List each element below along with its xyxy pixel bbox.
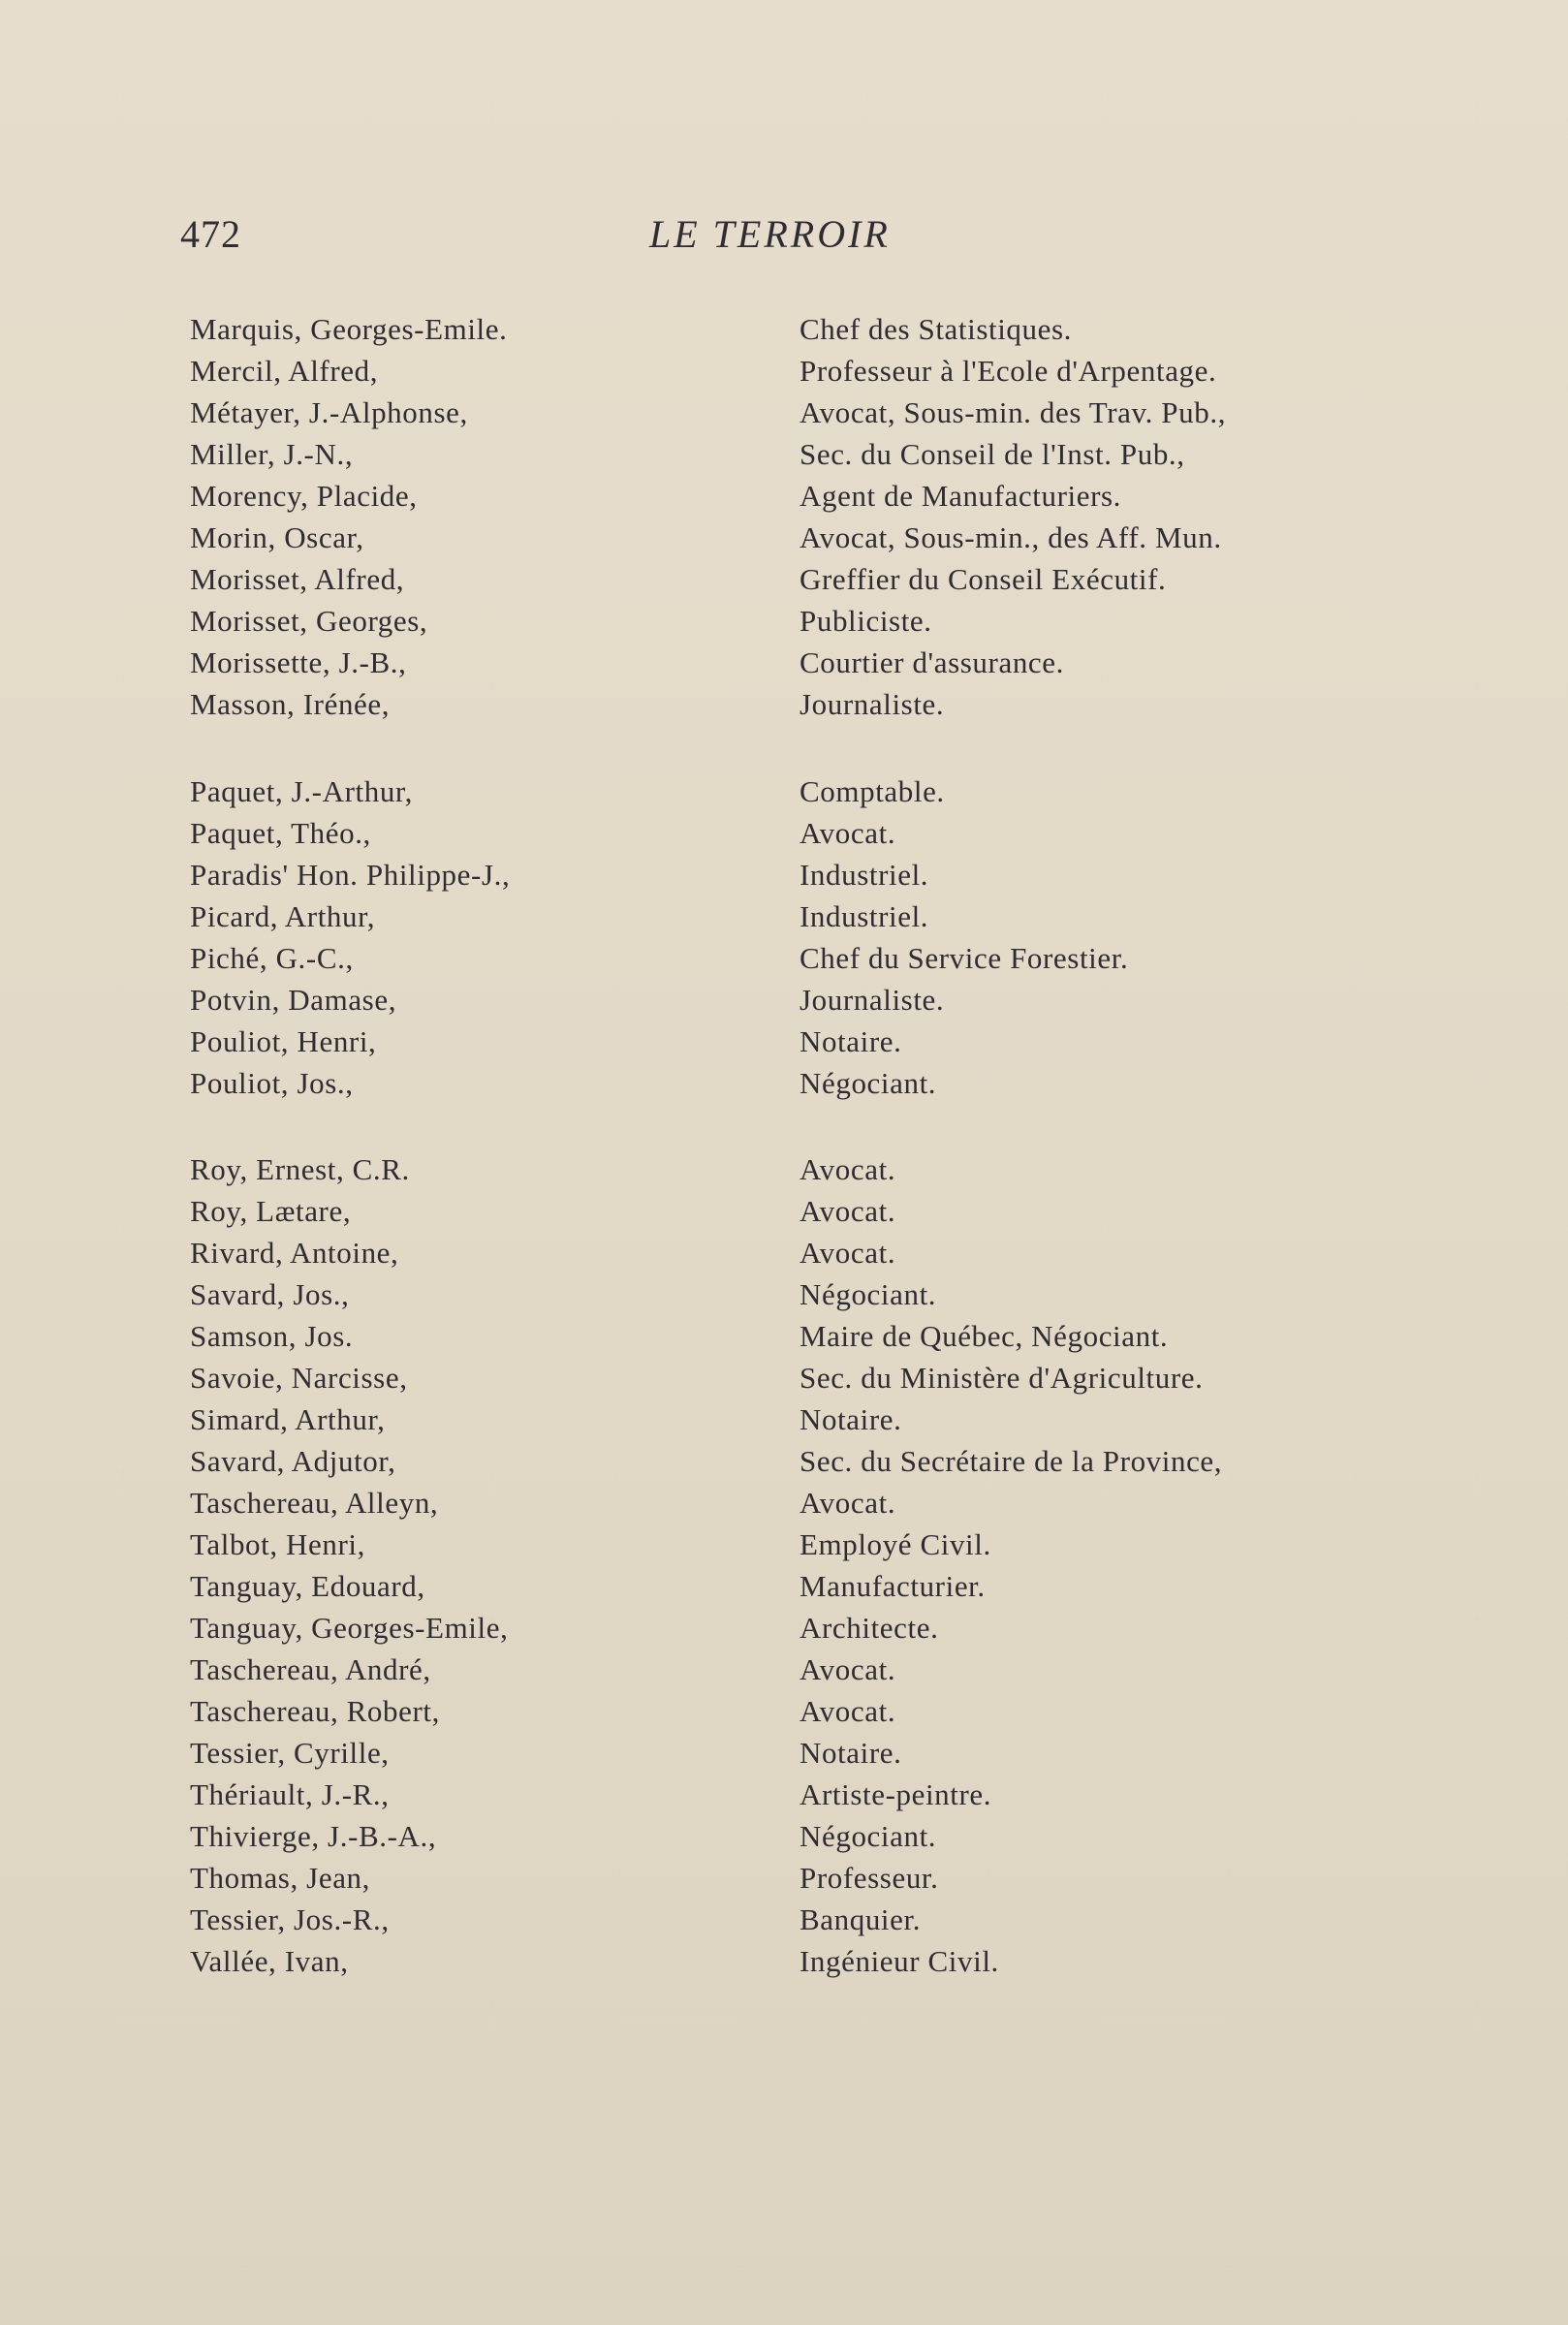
list-item (0, 1315, 1568, 1357)
member-name: Rivard, Antoine, (190, 1236, 399, 1270)
member-name: Taschereau, Robert, (190, 1694, 440, 1728)
list-item (0, 812, 1568, 854)
member-occupation: Avocat, Sous-min. des Trav. Pub., (800, 395, 1227, 429)
list-item (0, 1148, 1568, 1190)
member-occupation: Publiciste. (800, 604, 932, 638)
list-item (0, 392, 1568, 433)
member-occupation: Sec. du Conseil de l'Inst. Pub., (800, 437, 1185, 471)
member-occupation: Avocat. (800, 1236, 896, 1270)
member-name: Vallée, Ivan, (190, 1944, 349, 1978)
list-item (0, 1398, 1568, 1440)
list-item (0, 475, 1568, 517)
list-item (0, 1857, 1568, 1899)
member-occupation: Avocat. (800, 1694, 896, 1728)
member-occupation: Négociant. (800, 1277, 937, 1311)
member-occupation: Agent de Manufacturiers. (800, 479, 1122, 513)
list-item (0, 1524, 1568, 1565)
member-name: Paquet, Théo., (190, 816, 371, 850)
member-occupation: Manufacturier. (800, 1569, 986, 1603)
member-list-section (0, 308, 1568, 725)
page-header (0, 205, 1568, 264)
list-item (0, 770, 1568, 812)
member-occupation: Chef des Statistiques. (800, 312, 1072, 346)
member-name: Potvin, Damase, (190, 983, 397, 1017)
member-occupation: Avocat. (800, 1486, 896, 1520)
member-occupation: Notaire. (800, 1402, 902, 1436)
list-item (0, 1607, 1568, 1649)
member-occupation: Comptable. (800, 774, 945, 808)
member-name: Tessier, Cyrille, (190, 1736, 390, 1770)
member-name: Morisset, Georges, (190, 604, 428, 638)
member-name: Tanguay, Georges-Emile, (190, 1611, 509, 1645)
member-name: Thomas, Jean, (190, 1861, 371, 1895)
member-name: Thériault, J.-R., (190, 1777, 390, 1811)
list-item (0, 979, 1568, 1021)
list-item (0, 1062, 1568, 1104)
member-name: Savard, Adjutor, (190, 1444, 396, 1478)
member-occupation: Négociant. (800, 1066, 937, 1100)
list-item (0, 1940, 1568, 1982)
list-item (0, 1899, 1568, 1940)
member-occupation: Avocat. (800, 1152, 896, 1186)
list-item (0, 1021, 1568, 1062)
member-name: Pouliot, Henri, (190, 1024, 377, 1058)
member-name: Marquis, Georges-Emile. (190, 312, 508, 346)
member-name: Taschereau, André, (190, 1652, 431, 1686)
member-name: Savoie, Narcisse, (190, 1361, 408, 1395)
list-item (0, 854, 1568, 895)
member-name: Métayer, J.-Alphonse, (190, 395, 468, 429)
member-name: Paquet, J.-Arthur, (190, 774, 413, 808)
member-occupation: Chef du Service Forestier. (800, 941, 1129, 975)
member-name: Mercil, Alfred, (190, 354, 379, 388)
member-occupation: Employé Civil. (800, 1527, 991, 1561)
member-occupation: Avocat, Sous-min., des Aff. Mun. (800, 520, 1222, 554)
member-occupation: Artiste-peintre. (800, 1777, 992, 1811)
member-name: Morissette, J.-B., (190, 645, 407, 679)
list-item (0, 558, 1568, 600)
member-occupation: Architecte. (800, 1611, 939, 1645)
member-occupation: Avocat. (800, 816, 896, 850)
list-item (0, 1273, 1568, 1315)
member-name: Roy, Lætare, (190, 1194, 352, 1228)
list-item (0, 1565, 1568, 1607)
list-item (0, 1649, 1568, 1690)
member-name: Piché, G.-C., (190, 941, 354, 975)
member-occupation: Avocat. (800, 1194, 896, 1228)
page-number: 472 (180, 212, 241, 256)
member-name: Simard, Arthur, (190, 1402, 386, 1436)
member-occupation: Notaire. (800, 1736, 902, 1770)
list-item (0, 1232, 1568, 1273)
member-name: Roy, Ernest, C.R. (190, 1152, 410, 1186)
member-occupation: Sec. du Ministère d'Agriculture. (800, 1361, 1204, 1395)
member-occupation: Ingénieur Civil. (800, 1944, 999, 1978)
member-occupation: Banquier. (800, 1902, 922, 1936)
member-name: Pouliot, Jos., (190, 1066, 354, 1100)
member-name: Tessier, Jos.-R., (190, 1902, 390, 1936)
member-occupation: Courtier d'assurance. (800, 645, 1064, 679)
running-title: LE TERROIR (649, 212, 891, 256)
list-item (0, 683, 1568, 725)
list-item (0, 350, 1568, 392)
member-name: Talbot, Henri, (190, 1527, 365, 1561)
list-item (0, 1440, 1568, 1482)
member-occupation: Maire de Québec, Négociant. (800, 1319, 1169, 1353)
member-name: Miller, J.-N., (190, 437, 354, 471)
member-occupation: Avocat. (800, 1652, 896, 1686)
list-item (0, 600, 1568, 642)
list-item (0, 308, 1568, 350)
list-item (0, 1190, 1568, 1232)
member-name: Morisset, Alfred, (190, 562, 405, 596)
member-name: Thivierge, J.-B.-A., (190, 1819, 437, 1853)
member-occupation: Professeur à l'Ecole d'Arpentage. (800, 354, 1217, 388)
member-name: Paradis' Hon. Philippe-J., (190, 858, 511, 892)
member-list-section (0, 1148, 1568, 1982)
member-name: Tanguay, Edouard, (190, 1569, 425, 1603)
list-item (0, 1732, 1568, 1774)
member-name: Savard, Jos., (190, 1277, 350, 1311)
member-occupation: Journaliste. (800, 983, 945, 1017)
list-item (0, 433, 1568, 475)
list-item (0, 517, 1568, 558)
member-occupation: Industriel. (800, 899, 929, 933)
list-item (0, 1482, 1568, 1524)
member-list-section (0, 770, 1568, 1104)
list-item (0, 1690, 1568, 1732)
member-occupation: Industriel. (800, 858, 929, 892)
member-occupation: Sec. du Secrétaire de la Province, (800, 1444, 1223, 1478)
member-name: Picard, Arthur, (190, 899, 376, 933)
list-item (0, 1774, 1568, 1815)
list-item (0, 642, 1568, 683)
member-occupation: Journaliste. (800, 687, 945, 721)
list-item (0, 895, 1568, 937)
list-item (0, 937, 1568, 979)
member-name: Morin, Oscar, (190, 520, 364, 554)
member-occupation: Négociant. (800, 1819, 937, 1853)
member-occupation: Greffier du Conseil Exécutif. (800, 562, 1167, 596)
member-name: Taschereau, Alleyn, (190, 1486, 439, 1520)
member-name: Samson, Jos. (190, 1319, 354, 1353)
member-name: Morency, Placide, (190, 479, 418, 513)
list-item (0, 1357, 1568, 1398)
member-occupation: Professeur. (800, 1861, 939, 1895)
member-occupation: Notaire. (800, 1024, 902, 1058)
member-name: Masson, Irénée, (190, 687, 391, 721)
list-item (0, 1815, 1568, 1857)
